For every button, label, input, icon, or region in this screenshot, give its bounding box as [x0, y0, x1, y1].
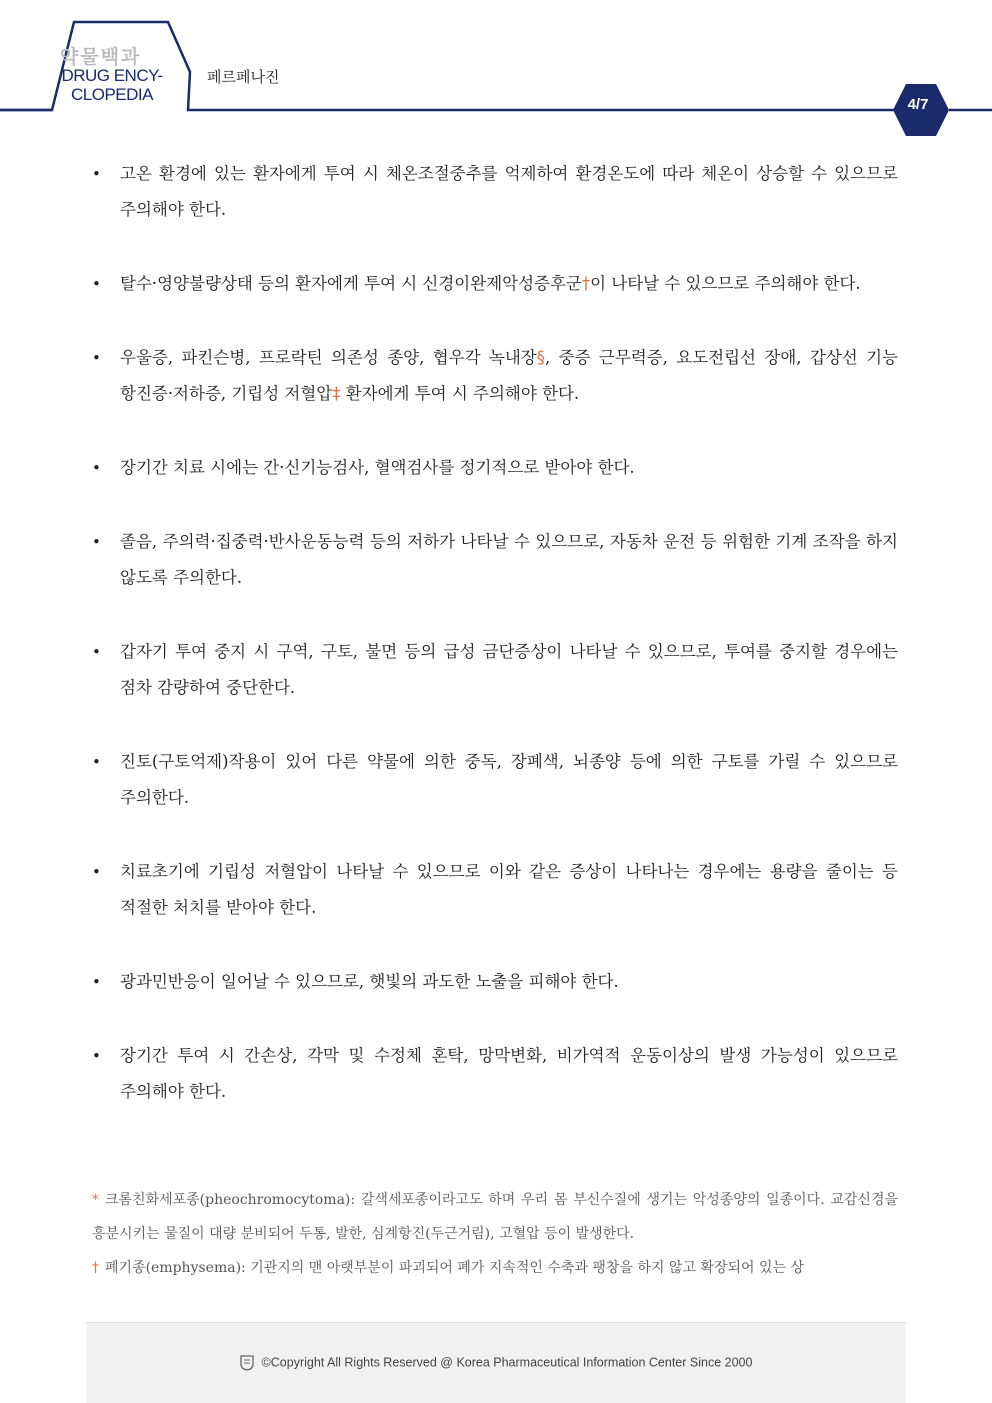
list-item: • 탈수·영양불량상태 등의 환자에게 투여 시 신경이완제악성증후군†이 나타날 수 있으므로 주의해야 한다. [92, 266, 898, 302]
copyright-text: ©Copyright All Rights Reserved @ Korea Pharmaceutical Information Center Since 2000 [261, 1355, 753, 1370]
list-item: • 진토(구토억제)작용이 있어 다른 약물에 의한 중독, 장폐색, 뇌종양 등에 의한 구토를 가릴 수 있으므로 주의한다. [92, 744, 898, 816]
logo-korean: 약물백과 [60, 46, 142, 68]
list-item: • 장기간 치료 시에는 간·신기능검사, 혈액검사를 정기적으로 받아야 한다. [92, 450, 898, 486]
page-number: 4/7 [907, 96, 929, 113]
footnote: † 폐기종(emphysema): 기관지의 맨 아랫부분이 파괴되어 폐가 지속적인 수축과 팽창을 하지 않고 확장되어 있는 상 [92, 1260, 804, 1276]
list-item: • 장기간 투여 시 간손상, 각막 및 수정체 혼탁, 망막변화, 비가역적 운동이상의 발생 가능성이 있으므로 주의해야 한다. [92, 1038, 898, 1110]
seal-icon [240, 1355, 254, 1371]
page-footer [86, 1322, 906, 1403]
logo-english [52, 66, 172, 104]
logo-english-line1: DRUG ENCY- [61, 66, 163, 85]
asterisk-footnote-mark: * [92, 1192, 99, 1208]
double-dagger-footnote-mark: ‡ [332, 384, 341, 403]
list-item: • 우울증, 파킨슨병, 프로락틴 의존성 종양, 협우각 녹내장§, 중증 근무력증, 요도전립선 장애, 갑상선 기능 항진증·저하증, 기립성 저혈압‡ 환자에게 투여 시 주의해야 한다. [92, 340, 898, 412]
bullet-icon: • [92, 459, 101, 477]
bullet-icon: • [92, 275, 101, 293]
bullet-icon: • [92, 643, 101, 661]
list-item: • 고온 환경에 있는 환자에게 투여 시 체온조절중추를 억제하여 환경온도에 따라 체온이 상승할 수 있으므로 주의해야 한다. [92, 156, 898, 228]
bullet-icon: • [92, 863, 101, 881]
list-item: • 치료초기에 기립성 저혈압이 나타날 수 있으므로 이와 같은 증상이 나타나는 경우에는 용량을 줄이는 등 적절한 처치를 받아야 한다. [92, 854, 898, 926]
bullet-icon: • [92, 349, 101, 367]
page-header [0, 0, 992, 150]
section-footnote-mark: § [536, 348, 545, 367]
list-item: • 갑자기 투여 중지 시 구역, 구토, 불면 등의 급성 금단증상이 나타날 수 있으므로, 투여를 중지할 경우에는 점차 감량하여 중단한다. [92, 634, 898, 706]
document-title: 페르페나진 [207, 68, 280, 86]
dagger-footnote-mark: † [92, 1260, 99, 1276]
bullet-icon: • [92, 1047, 101, 1065]
dagger-footnote-mark: † [581, 274, 591, 293]
bullet-icon: • [92, 973, 101, 991]
footnotes [92, 1183, 898, 1285]
footnote: * 크롬친화세포종(pheochromocytoma): 갈색세포종이라고도 하며 우리 몸 부신수질에 생기는 악성종양의 일종이다. 교감신경을 흥분시키는 물질이 대량 분비되어 두통, 발한, 심계항진(두근거림), 고혈압 등이 발생한다. [92, 1192, 898, 1242]
list-item: • 졸음, 주의력·집중력·반사운동능력 등의 저하가 나타날 수 있으므로, 자동차 운전 등 위험한 기계 조작을 하지 않도록 주의한다. [92, 524, 898, 596]
copyright-line [86, 1355, 906, 1371]
list-item: • 광과민반응이 일어날 수 있으므로, 햇빛의 과도한 노출을 피해야 한다. [92, 964, 898, 1000]
bullet-icon: • [92, 165, 101, 183]
bullet-icon: • [92, 753, 101, 771]
bullet-icon: • [92, 533, 101, 551]
precautions-list [92, 156, 898, 1148]
logo-english-line2: CLOPEDIA [71, 85, 153, 104]
